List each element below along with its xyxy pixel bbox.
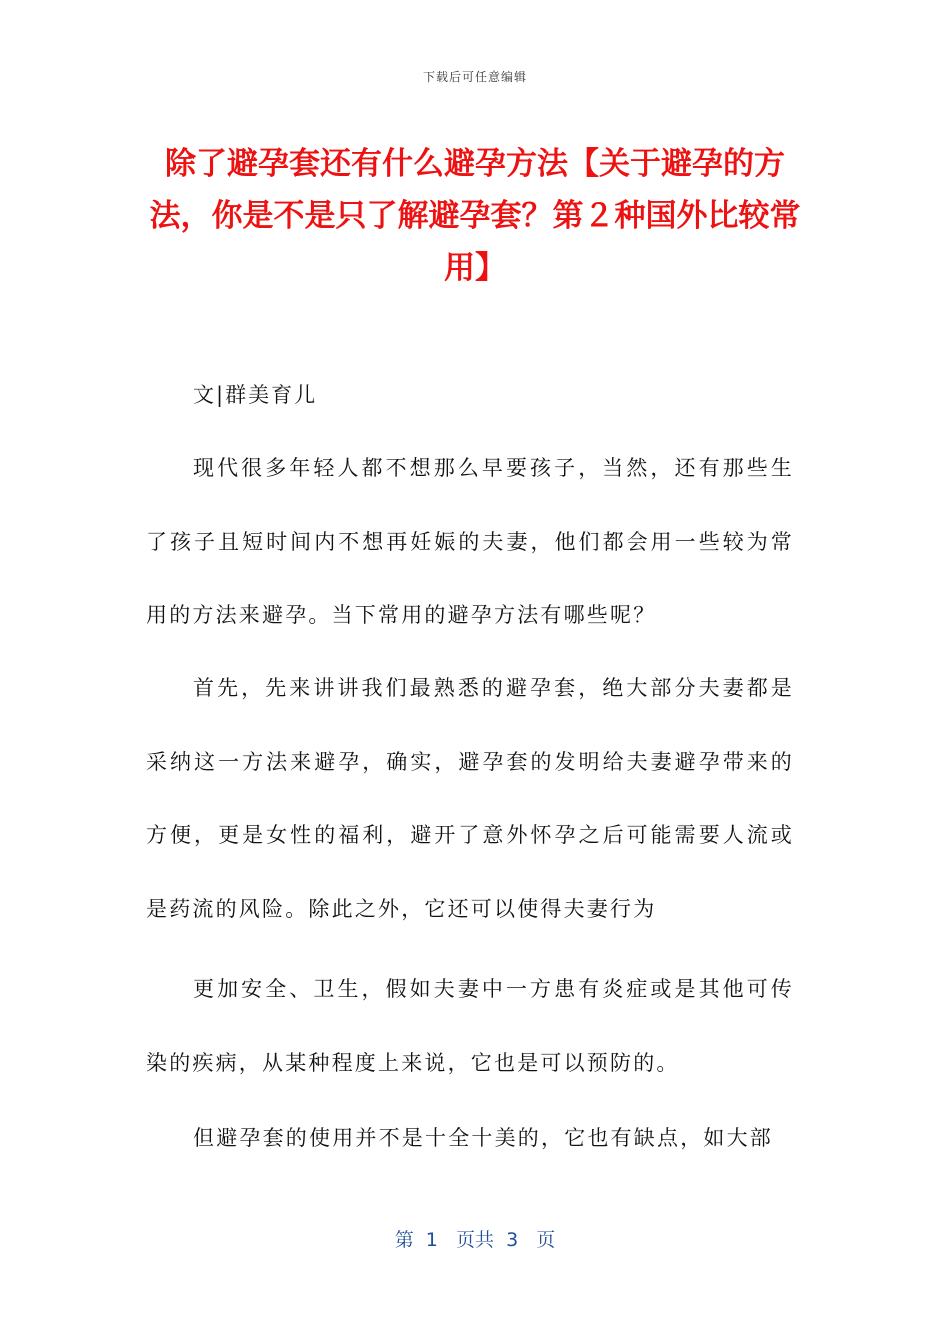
article-byline: 文|群美育儿 — [193, 383, 318, 407]
header-note: 下载后可任意编辑 — [422, 70, 527, 84]
page-number-footer: 第 1 页共 3 页 — [394, 1229, 556, 1251]
body-paragraph: 更加安全、卫生，假如夫妻中一方患有炎症或是其他可传染的疾病，从某种程度上来说，它也是可以预防的。 — [146, 977, 794, 1075]
body-paragraph: 现代很多年轻人都不想那么早要孩子，当然，还有那些生了孩子且短时间内不想再妊娠的夫妻，他们都会用一些较为常用的方法来避孕。当下常用的避孕方法有哪些呢？ — [146, 456, 794, 627]
article-title: 除了避孕套还有什么避孕方法【关于避孕的方法，你是不是只了解避孕套？第２种国外比较常用】 — [149, 146, 801, 286]
body-paragraph: 但避孕套的使用并不是十全十美的，它也有缺点，如大部 — [193, 1126, 773, 1150]
body-paragraph: 首先，先来讲讲我们最熟悉的避孕套，绝大部分夫妻都是采纳这一方法来避孕，确实，避孕套的发明给夫妻避孕带来的方便，更是女性的福利，避开了意外怀孕之后可能需要人流或是药流的风险。除此之外，它还可以使得夫妻行为 — [146, 676, 794, 921]
